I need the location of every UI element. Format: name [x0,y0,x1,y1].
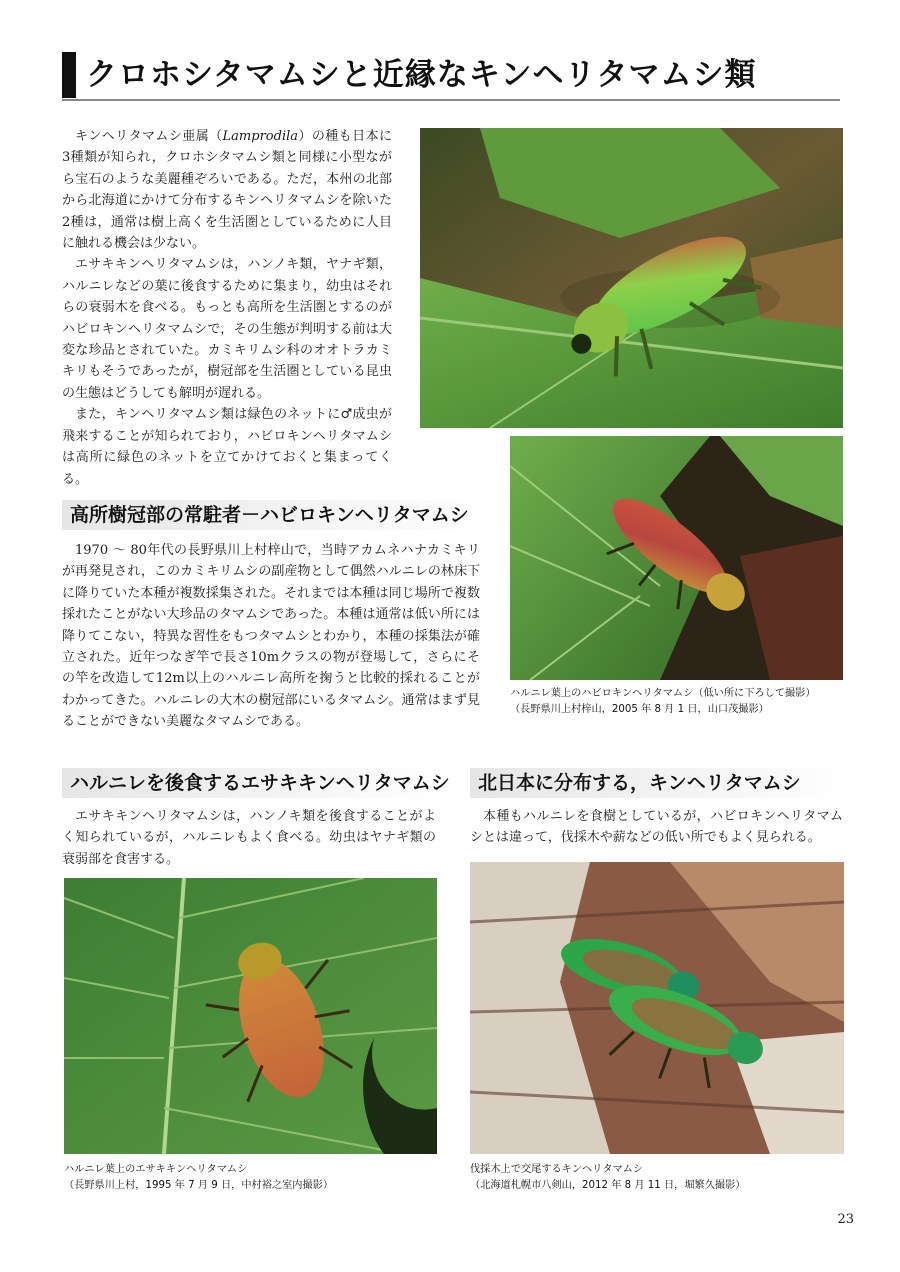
section2-text [62,806,436,870]
caption-habiro-line1: ハルニレ葉上のハビロキンヘリタマムシ（低い所に下ろして撮影） [510,688,816,699]
caption-kinheri-line1: 伐採木上で交尾するキンヘリタマムシ [470,1164,644,1175]
caption-kinheri-line2: （北海道札幌市八剣山，2012 年 8 月 11 日，堀繁久撮影） [470,1180,746,1191]
section3-body: 本種もハルニレを食樹としているが，ハビロキンヘリタマムシとは違って，伐採木や薪などの低い所でもよく見られる。 [470,809,843,846]
intro-p1-lead: キンヘリタマムシ亜属（ [75,129,223,144]
intro-text [62,126,392,490]
page-title: クロホシタマムシと近縁なキンヘリタマムシ類 [86,57,757,93]
intro-paragraph-1 [62,126,392,254]
section-heading-kinheri: 北日本に分布する，キンヘリタマムシ [470,768,851,798]
intro-paragraph-3: また，キンヘリタマムシ類は緑色のネットに♂成虫が飛来することが知られており，ハビロキンヘリタマムシは高所に緑色のネットを立てかけておくと集まってくる。 [62,407,392,487]
section-heading-habiro: 高所樹冠部の常駐者－ハビロキンヘリタマムシ [62,500,490,530]
title-accent-bar [62,52,76,98]
photo-esaki-on-leaf [64,878,437,1154]
photo-beetle-on-leaf-top [420,128,843,428]
title-underline [62,99,840,101]
section2-body: エサキキンヘリタマムシは，ハンノキ類を後食することがよく知られているが，ハルニレもよく食べる。幼虫はヤナギ類の衰弱部を食害する。 [62,809,436,867]
section-heading-esaki: ハルニレを後食するエサキキンヘリタマムシ [62,768,444,798]
caption-esaki-line1: ハルニレ葉上のエサキキンヘリタマムシ [64,1164,248,1175]
photo-kinheri-on-bark [470,862,844,1154]
caption-esaki-line2: （長野県川上村，1995 年 7 月 9 日，中村裕之室内撮影） [64,1180,334,1191]
caption-habiro-line2: （長野県川上村梓山，2005 年 8 月 1 日，山口茂撮影） [510,704,769,715]
page-number: 23 [837,1212,854,1227]
photo-habiro-on-leaf [510,436,843,680]
intro-paragraph-2: エサキキンヘリタマムシは，ハンノキ類，ヤナギ類，ハルニレなどの葉に後食するために集まり，幼虫はそれらの衰弱木を食べる。もっとも高所を生活圏とするのがハビロキンヘリタマムシで，その生態が判明する前は大変な珍品とされていた。カミキリムシ科のオオトラカミキリもそうであったが，樹冠部を生活圏としている昆虫の生態はどうしても解明が遅れる。 [62,257,392,401]
section1-body: 1970 ～ 80年代の長野県川上村梓山で，当時アカムネハナカミキリが再発見され，このカミキリムシの副産物として偶然ハルニレの林床下に降りていた本種が複数採集された。それまでは本種は同じ場所で複数採れたことがない大珍品のタマムシであった。本種は通常は低い所には降りてこない，特異な習性をもつタマムシとわかり，本種の採集法が確立された。近年つなぎ竿で長さ10mクラスの物が登場して，さらにその竿を改造して12m以上のハルニレ高所を掬うと比較的採れることがわかってきた。ハルニレの大木の樹冠部にいるタマムシ。通常はまず見ることができない美麗なタマムシである。 [62,543,480,730]
genus-name: Lamprodila [222,129,299,144]
section3-text [470,806,843,849]
section1-text [62,540,480,733]
intro-p1-rest: ）の種も日本に3種類が知られ，クロホシタマムシ類と同様に小型ながら宝石のような美麗種ぞろいである。ただ，本州の北部から北海道にかけて分布するキンヘリタマムシを除いた2種は，通常は樹上高くを生活圏としているために人目に触れる機会は少ない。 [62,129,392,252]
